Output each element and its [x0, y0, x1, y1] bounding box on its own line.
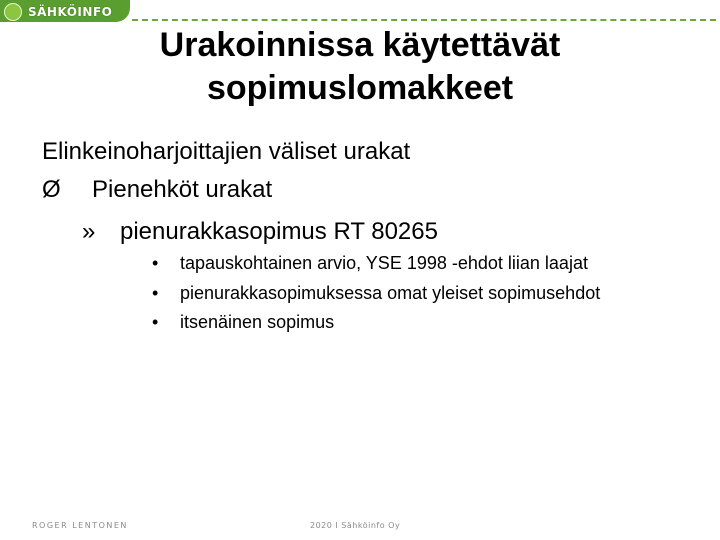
bullet-level-3-text: tapauskohtainen arvio, YSE 1998 -ehdot liian laajat: [180, 253, 588, 273]
bullet-level-3-item: [152, 283, 600, 304]
arrow-bullet-icon: Ø: [42, 176, 61, 203]
header-divider: [132, 19, 716, 21]
chevron-bullet-icon: »: [82, 218, 96, 245]
dot-bullet-icon: •: [152, 253, 159, 273]
bullet-level-1: [42, 176, 272, 204]
bullet-level-3-item: [152, 312, 334, 333]
bullet-level-3-item: [152, 253, 588, 274]
bullet-level-2-text: pienurakkasopimus RT 80265: [120, 218, 438, 245]
logo-text: SÄHKÖINFO: [28, 5, 113, 19]
logo-icon: [4, 3, 22, 21]
title-line-2: sopimuslomakkeet: [206, 69, 514, 107]
bullet-level-2: [82, 218, 438, 246]
dot-bullet-icon: •: [152, 312, 159, 332]
section-heading: Elinkeinoharjoittajien väliset urakat: [42, 138, 411, 165]
bullet-level-3-text: itsenäinen sopimus: [180, 312, 335, 332]
logo-bar: [0, 0, 130, 22]
footer-copyright: 2020 I Sähköinfo Oy: [310, 521, 401, 530]
bullet-level-3-text: pienurakkasopimuksessa omat yleiset sopimusehdot: [180, 283, 601, 303]
dot-bullet-icon: •: [152, 283, 159, 303]
footer-author: ROGER LENTONEN: [32, 521, 128, 530]
bullet-level-1-text: Pienehköt urakat: [92, 176, 273, 203]
slide-title: [60, 24, 660, 110]
title-line-1: Urakoinnissa käytettävät: [159, 26, 561, 64]
